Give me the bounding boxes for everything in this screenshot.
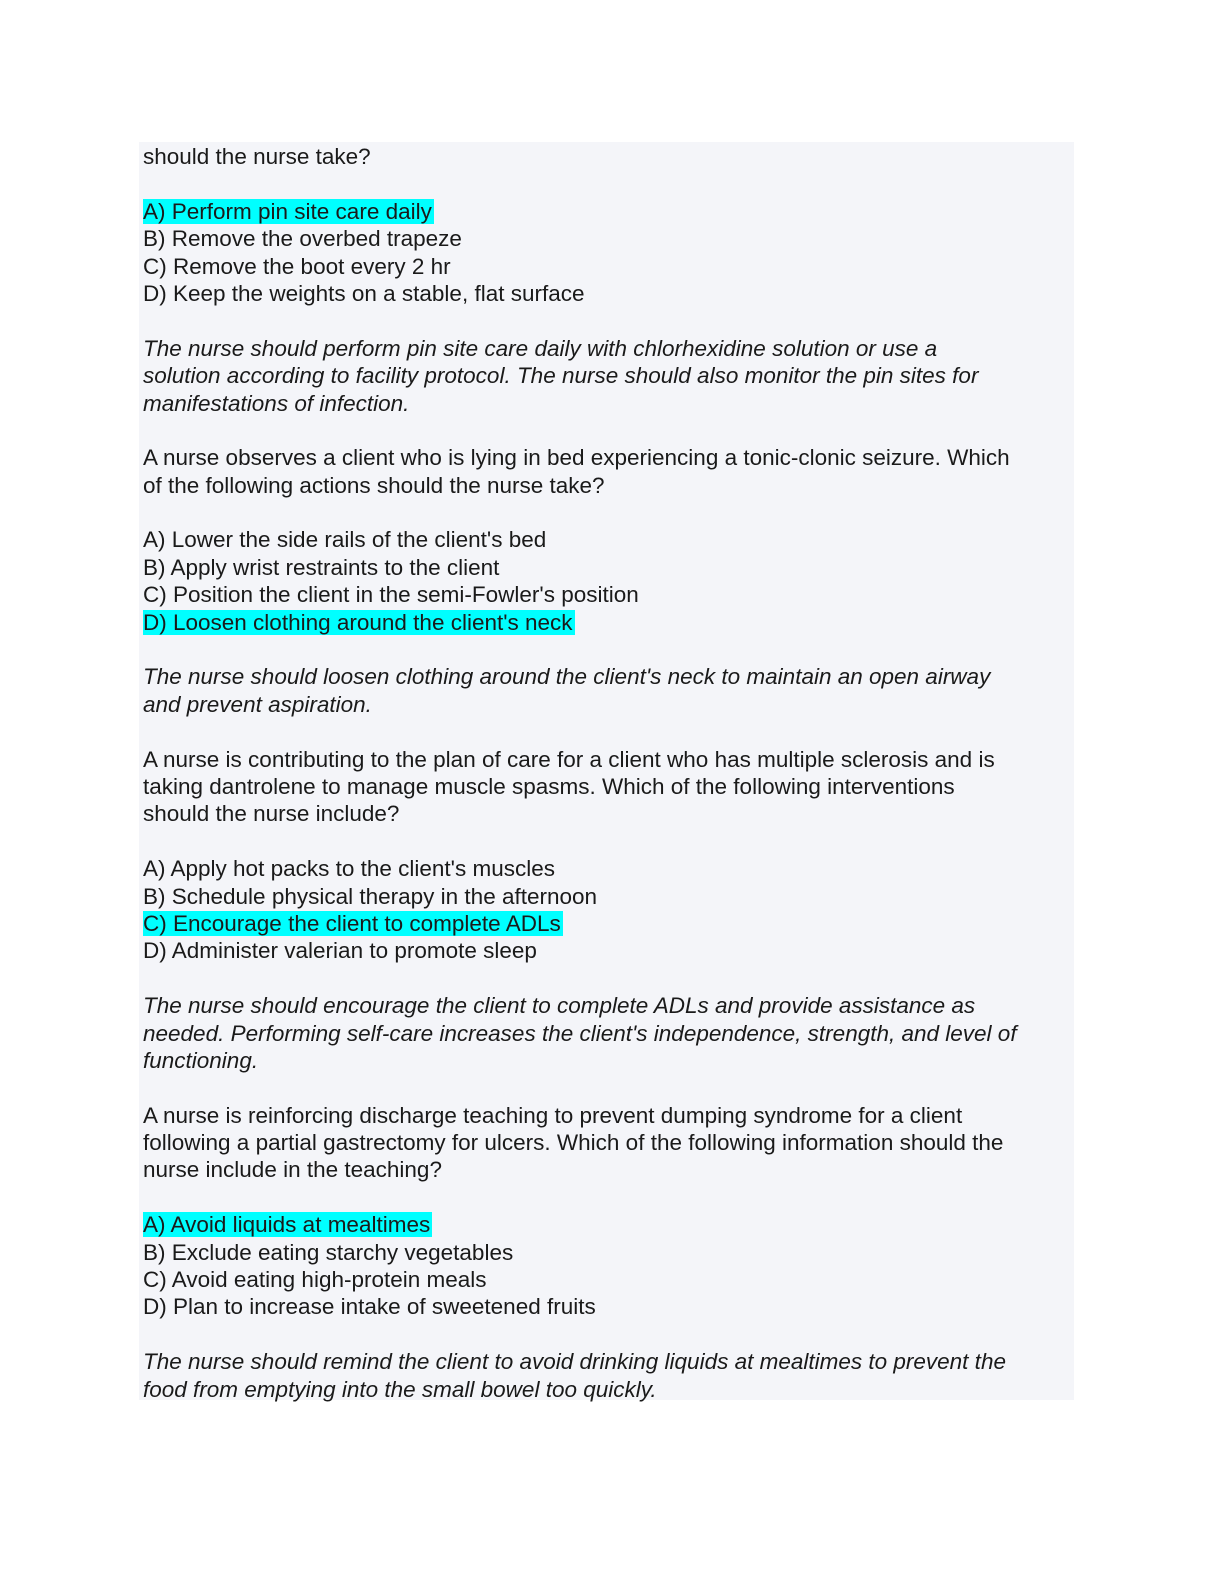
rationale-text: The nurse should encourage the client to complete ADLs and provide assistance as bbox=[143, 993, 976, 1019]
question-text: A nurse is contributing to the plan of care for a client who has multiple sclerosis and is bbox=[143, 746, 995, 772]
answer-option: B) Exclude eating starchy vegetables bbox=[143, 1239, 514, 1265]
correct-answer-highlight: A) Avoid liquids at mealtimes bbox=[143, 1212, 431, 1238]
question-block bbox=[143, 444, 1073, 745]
rationale-text: The nurse should loosen clothing around the client's neck to maintain an open airway bbox=[143, 664, 991, 690]
answer-option: B) Apply wrist restraints to the client bbox=[143, 554, 500, 580]
question-text: should the nurse take? bbox=[143, 144, 371, 169]
answer-option: D) Plan to increase intake of sweetened fruits bbox=[143, 1294, 596, 1320]
correct-answer-highlight: D) Loosen clothing around the client's neck bbox=[143, 609, 573, 635]
question-block bbox=[143, 143, 1073, 444]
question-text: should the nurse include? bbox=[143, 801, 400, 827]
answer-option bbox=[143, 1211, 1073, 1238]
answer-option: D) Keep the weights on a stable, flat surface bbox=[143, 280, 585, 306]
answer-option: B) Remove the overbed trapeze bbox=[143, 226, 462, 252]
answer-option: D) Administer valerian to promote sleep bbox=[143, 938, 537, 964]
question-text: of the following actions should the nurse take? bbox=[143, 472, 605, 498]
question-text: nurse include in the teaching? bbox=[143, 1157, 442, 1183]
answer-option: B) Schedule physical therapy in the afternoon bbox=[143, 883, 598, 909]
answer-option: C) Remove the boot every 2 hr bbox=[143, 253, 451, 279]
rationale-text: manifestations of infection. bbox=[143, 390, 410, 416]
correct-answer-highlight: A) Perform pin site care daily bbox=[143, 198, 432, 224]
answer-option: C) Position the client in the semi-Fowler's position bbox=[143, 582, 639, 608]
document-body bbox=[143, 143, 1073, 1403]
question-block bbox=[143, 746, 1073, 1102]
question-block bbox=[143, 1102, 1073, 1403]
answer-option: A) Apply hot packs to the client's muscles bbox=[143, 856, 555, 882]
question-text: following a partial gastrectomy for ulcers. Which of the following information should the bbox=[143, 1130, 1004, 1156]
answer-option: C) Avoid eating high-protein meals bbox=[143, 1267, 487, 1293]
rationale-text: The nurse should perform pin site care daily with chlorhexidine solution or use a bbox=[143, 335, 938, 361]
question-text: A nurse is reinforcing discharge teaching to prevent dumping syndrome for a client bbox=[143, 1102, 963, 1128]
question-text: taking dantrolene to manage muscle spasms. Which of the following interventions bbox=[143, 773, 955, 799]
question-text: A nurse observes a client who is lying in bed experiencing a tonic-clonic seizure. Which bbox=[143, 445, 1010, 471]
rationale-text: food from emptying into the small bowel too quickly. bbox=[143, 1376, 657, 1402]
correct-answer-highlight: C) Encourage the client to complete ADLs bbox=[143, 910, 561, 936]
rationale-text: and prevent aspiration. bbox=[143, 691, 372, 717]
rationale-text: functioning. bbox=[143, 1047, 259, 1073]
answer-option bbox=[143, 910, 1073, 937]
rationale-text: solution according to facility protocol. The nurse should also monitor the pin sites for bbox=[143, 363, 979, 389]
answer-option: A) Lower the side rails of the client's bed bbox=[143, 527, 547, 553]
answer-option bbox=[143, 198, 1073, 225]
answer-option bbox=[143, 609, 1073, 636]
rationale-text: The nurse should remind the client to avoid drinking liquids at mealtimes to prevent the bbox=[143, 1349, 1006, 1375]
rationale-text: needed. Performing self-care increases the client's independence, strength, and level of bbox=[143, 1020, 1017, 1046]
